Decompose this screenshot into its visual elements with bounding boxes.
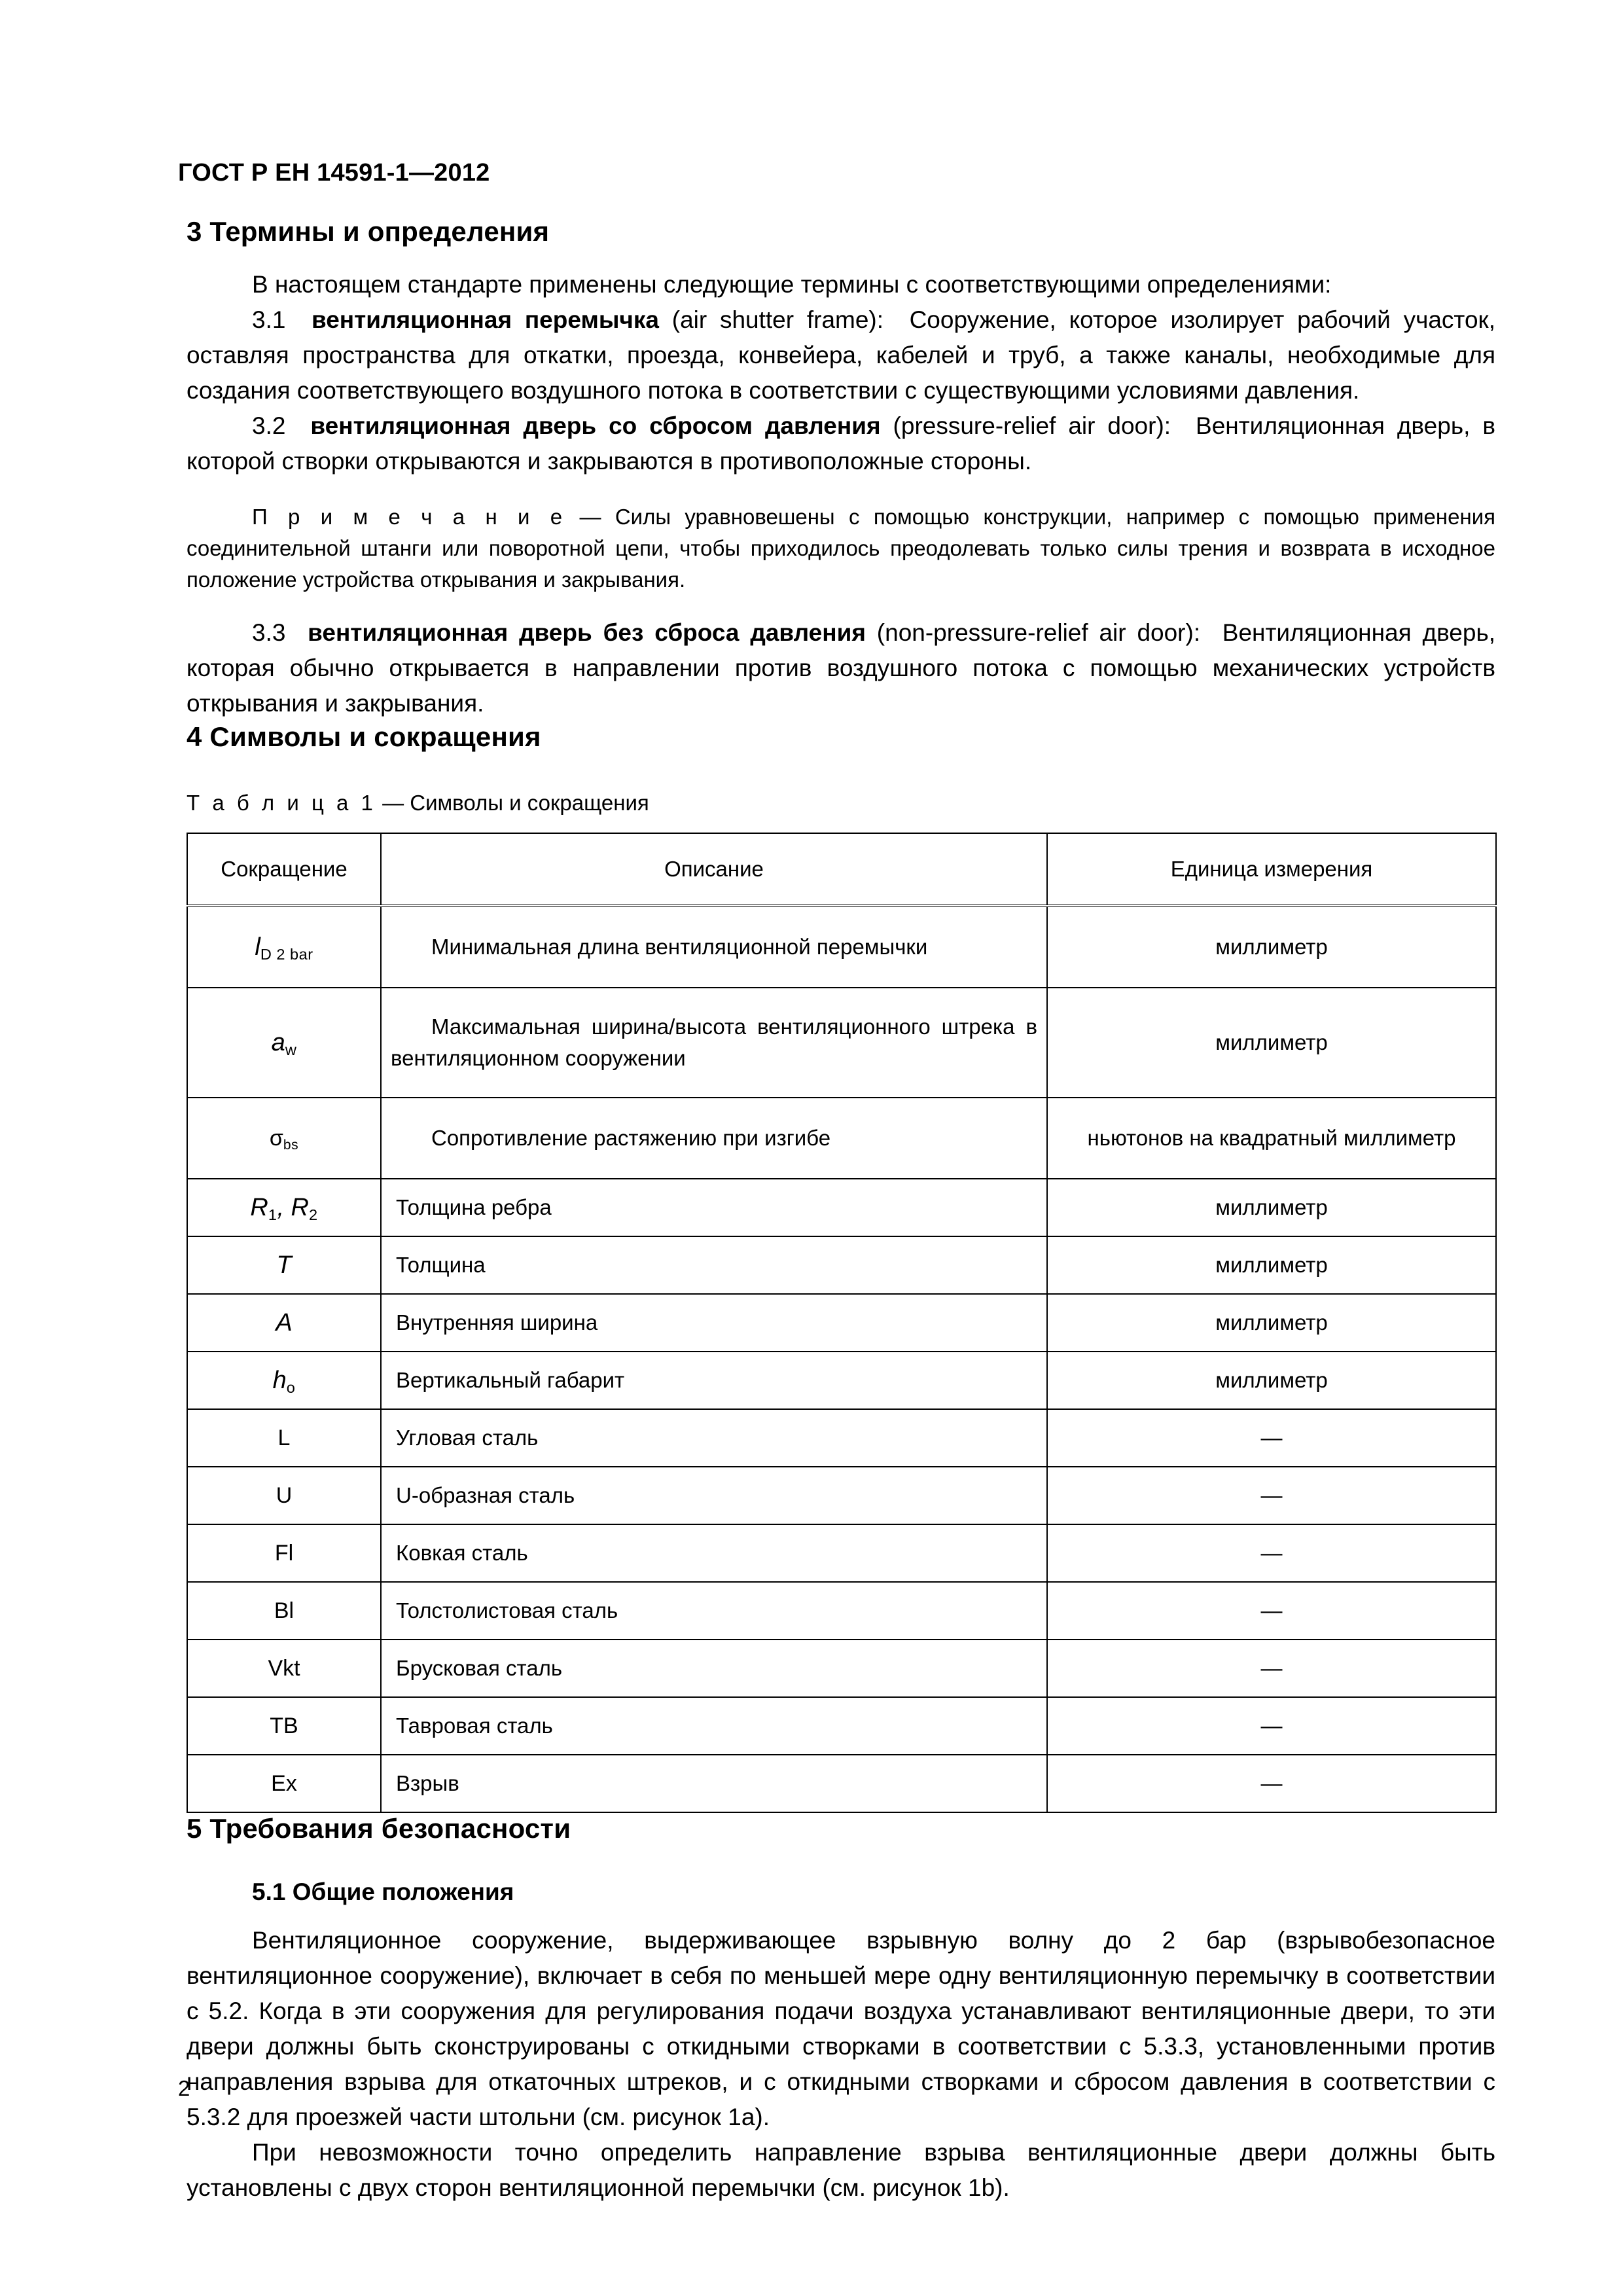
table-row (187, 1098, 1496, 1179)
section-heading-4: 4 Символы и сокращения (187, 721, 541, 752)
term-3-3: вентиляционная дверь без сброса давления (308, 619, 866, 646)
cell-description: Толщина ребра (381, 1179, 1047, 1236)
cell-description: Тавровая сталь (381, 1697, 1047, 1755)
paragraph-5-1-2: При невозможности точно определить направление взрыва вентиляционные двери должны быть установлены с двух сторон вентиляционной перемычки (см. рисунок 1b). (187, 2139, 1495, 2201)
cell-unit: — (1047, 1755, 1496, 1812)
subsection-heading-5-1: 5.1 Общие положения (252, 1878, 514, 1905)
symbols-table-body (187, 906, 1496, 1812)
cell-unit: — (1047, 1697, 1496, 1755)
paragraph-5-1-1: Вентиляционное сооружение, выдерживающее взрывную волну до 2 бар (взрывобезопасное вентиляционное сооружение), включает в себя по меньшей мере одну вентиляционную перемычку в соответствии с 5.2. Когда в эти сооружения для регулирования подачи воздуха устанавливают вентиляционные двери, то эти двери должны быть сконструированы с откидными створками в соответствии с 5.3.3, установленными против направления взрыва для откаточных штреков, и с откидными створками и сбросом давления в соответствии с 5.3.2 для проезжей части штольни (см. рисунок 1а). (187, 1927, 1495, 2130)
cell-description: Ковкая сталь (381, 1524, 1047, 1582)
column-header-description: Описание (381, 833, 1047, 906)
table-caption-label: Т а б л и ц а 1 (187, 791, 376, 815)
cell-symbol: $l_{D 2 bar}$ (187, 906, 381, 988)
paragraph-3-2 (187, 408, 1495, 479)
page-number: 2 (178, 2076, 190, 2100)
cell-description: Брусковая сталь (381, 1640, 1047, 1697)
cell-symbol: $h_o$ (187, 1352, 381, 1409)
term-3-1: вентиляционная перемычка (311, 306, 659, 333)
cell-unit: миллиметр (1047, 1236, 1496, 1294)
term-3-2: вентиляционная дверь со сбросом давления (310, 412, 881, 439)
cell-symbol: Fl (187, 1524, 381, 1582)
note-label: П р и м е ч а н и е (252, 505, 566, 529)
cell-description: Толщина (381, 1236, 1047, 1294)
cell-description: Угловая сталь (381, 1409, 1047, 1467)
table-row (187, 1697, 1496, 1755)
cell-symbol: $R_1$, $R_2$ (187, 1179, 381, 1236)
cell-description: Максимальная ширина/высота вентиляционного штрека в вентиляционном сооружении (381, 988, 1047, 1098)
cell-unit: ньютонов на квадратный миллиметр (1047, 1098, 1496, 1179)
cell-unit: — (1047, 1524, 1496, 1582)
cell-symbol: L (187, 1409, 381, 1467)
cell-unit: — (1047, 1467, 1496, 1524)
clause-number-3-1: 3.1 (252, 306, 286, 333)
clause-number-3-2: 3.2 (252, 412, 286, 439)
term-en-3-2: (pressure-relief air door): (893, 412, 1171, 439)
table-row (187, 1524, 1496, 1582)
paragraph-3-1 (187, 302, 1495, 408)
note-dash: — (579, 505, 601, 529)
cell-unit: миллиметр (1047, 988, 1496, 1098)
cell-description: Сопротивление растяжению при изгибе (381, 1098, 1047, 1179)
cell-unit: — (1047, 1409, 1496, 1467)
definition-3-2: Вентиляционная дверь, в которой створки открываются и закрываются в противоположные стороны. (187, 412, 1496, 475)
cell-symbol: $a_w$ (187, 988, 381, 1098)
definition-3-1: Сооружение, которое изолирует рабочий участок, оставляя пространства для откатки, проезда, конвейера, кабелей и труб, а также каналы, необходимые для создания соответствующего воздушного потока в соответствии с существующими условиями давления. (187, 306, 1495, 404)
page-content (187, 216, 1495, 2206)
table-row (187, 1352, 1496, 1409)
cell-description: Вертикальный габарит (381, 1352, 1047, 1409)
table-caption-dash: — (382, 791, 404, 815)
table-row (187, 1236, 1496, 1294)
cell-symbol: $\sigma_{bs}$ (187, 1098, 381, 1179)
cell-symbol: U (187, 1467, 381, 1524)
table-header-row (187, 833, 1496, 906)
term-en-3-1: (air shutter frame): (671, 306, 884, 333)
cell-unit: — (1047, 1582, 1496, 1640)
cell-description: U-образная сталь (381, 1467, 1047, 1524)
cell-description: Минимальная длина вентиляционной перемычки (381, 906, 1047, 988)
term-en-3-3: (non-pressure-relief air door): (876, 619, 1201, 646)
column-header-abbreviation: Сокращение (187, 833, 381, 906)
paragraph-3-3 (187, 615, 1495, 721)
table-row (187, 906, 1496, 988)
table-caption (187, 791, 1495, 816)
cell-description: Взрыв (381, 1755, 1047, 1812)
cell-symbol: Ex (187, 1755, 381, 1812)
cell-description: Внутренняя ширина (381, 1294, 1047, 1352)
cell-symbol: T (187, 1236, 381, 1294)
cell-unit: — (1047, 1640, 1496, 1697)
table-row (187, 1467, 1496, 1524)
cell-unit: миллиметр (1047, 1179, 1496, 1236)
cell-symbol: Vkt (187, 1640, 381, 1697)
running-head: ГОСТ Р ЕН 14591-1—2012 (178, 159, 490, 187)
table-row (187, 1755, 1496, 1812)
cell-symbol: A (187, 1294, 381, 1352)
table-row (187, 988, 1496, 1098)
column-header-unit: Единица измерения (1047, 833, 1496, 906)
paragraph-3-intro: В настоящем стандарте применены следующие термины с соответствующими определениями: (252, 271, 1332, 298)
table-row (187, 1179, 1496, 1236)
cell-unit: миллиметр (1047, 1294, 1496, 1352)
cell-description: Толстолистовая сталь (381, 1582, 1047, 1640)
definition-3-3: Вентиляционная дверь, которая обычно открывается в направлении против воздушного потока с помощью механических устройств открывания и закрывания. (187, 619, 1496, 717)
table-row (187, 1582, 1496, 1640)
cell-unit: миллиметр (1047, 906, 1496, 988)
section-heading-5: 5 Требования безопасности (187, 1813, 571, 1844)
symbols-table (187, 833, 1497, 1813)
note-3-2 (187, 501, 1495, 596)
table-row (187, 1640, 1496, 1697)
table-row (187, 1409, 1496, 1467)
cell-symbol: Bl (187, 1582, 381, 1640)
cell-unit: миллиметр (1047, 1352, 1496, 1409)
cell-symbol: TB (187, 1697, 381, 1755)
table-caption-text: Символы и сокращения (410, 791, 649, 815)
table-row (187, 1294, 1496, 1352)
section-heading-3: 3 Термины и определения (187, 216, 550, 247)
clause-number-3-3: 3.3 (252, 619, 286, 646)
note-text: Силы уравновешены с помощью конструкции, например с помощью применения соединительной штанги или поворотной цепи, чтобы приходилось преодолевать только силы трения и возврата в исходное положение устройства открывания и закрывания. (187, 505, 1496, 592)
